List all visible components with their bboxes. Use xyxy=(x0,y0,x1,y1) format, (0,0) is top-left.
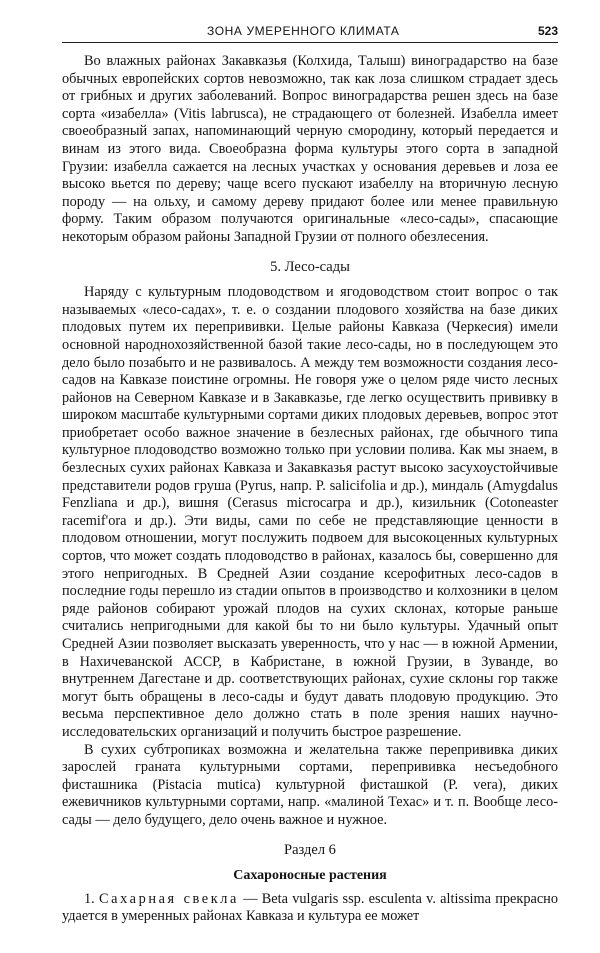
page-number: 523 xyxy=(537,24,558,38)
sugar-beet-text: — Beta vulgaris ssp. esculenta v. altissima прекрасно удается в умеренных районах Кавказа и культура ее может xyxy=(62,890,558,925)
document-page xyxy=(62,20,558,926)
subject-heading-sugar-plants: Сахароносные растения xyxy=(233,868,387,884)
paragraph-dry-subtropics: В сухих субтропиках возможна и желательна также перепрививка диких зарослей граната культурными сортами, перепрививка несъедобного фисташника (Pistacia mutica) культурной фисташкой (P. vera), диких ежевичников культурными сортами, напр. «малиной Техас» и т. п. Вообще лесо-сады — дело будущего, дело очень важное и нужное. xyxy=(62,741,558,828)
paragraph-sugar-beet xyxy=(62,891,558,926)
part-heading: Раздел 6 xyxy=(284,841,336,858)
running-title: ЗОНА УМЕРЕННОГО КЛИМАТА xyxy=(207,24,400,38)
item-number: 1. xyxy=(84,890,95,907)
section-heading-forest-gardens: 5. Лесо-сады xyxy=(270,258,350,275)
paragraph-forest-gardens: Наряду с культурным плодоводством и ягодоводством стоит вопрос о так называемых «лесо-садах», т. е. о создании плодового хозяйства на базе диких плодовых путем их перепрививки. Целые районы Кавказа (Черкесия) имели основной народнохозяйственной базой такие лесо-сады, но в последующем это дело было позабыто и не развивалось. А между тем возможности создания лесо-садов на Кавказе поистине огромны. Не говоря уже о целом ряде чисто лесных районов на Северном Кавказе и в Закавказье, где легко осуществить прививку в широком масштабе культурными сортами диких плодовых деревьев, вопрос этот приобретает особо важное значение в безлесных районах, где обычного типа культурное плодоводство возможно только при условии полива. Как мы знаем, в безлесных сухих районах Кавказа и Закавказья растут высоко засухоустойчивые представители родов груша (Pyrus, напр. P. salicifolia и др.), миндаль (Amygdalus Fenzliana и др.), вишня (Cerasus microcarpa и др.), кизильник (Cotoneaster racemif'ora и др.). Эти виды, сами по себе не представляющие ценности в плодовом отношении, могут послужить подвоем для высокоценных культурных сортов, что может создать плодоводство в районах, казалось бы, совершенно для этого непригодных. В Средней Азии создание ксерофитных лесо-садов в последние годы перешло из стадии опытов в производство и колхозники в целом ряде районов собирают урожай плодов на сухих склонах, которые раньше считались непригодными для какой бы то ни было культуры. Удачный опыт Средней Азии позволяет высказать уверенность, что у нас — в южной Армении, в Нахичеванской АССР, в Кабристане, в южной Грузии, в Зуванде, во внутреннем Дагестане и др. соответствующих районах, сухие склоны гор также могут быть обращены в лесо-сады и будут давать плодовую продукцию. Это весьма перспективное дело должно стать в поле зрения наших научно-исследовательских организаций и получить быстрое разрешение. xyxy=(62,284,558,740)
body-text xyxy=(62,53,558,926)
running-header xyxy=(62,20,558,43)
term-sugar-beet: Сахарная свекла xyxy=(99,890,239,907)
paragraph-isabella: Во влажных районах Закавказья (Колхида, Талыш) виноградарство на базе обычных европейских сортов невозможно, так как лоза слишком страдает здесь от грибных и других заболеваний. Вопрос виноградарства решен здесь на базе сорта «изабелла» (Vitis labrusca), не страдающего от болезней. Изабелла имеет своеобразный запах, напоминающий черную смородину, который передается и винам из этого вида. Своеобразна форма культуры этого сорта в западной Грузии: изабелла сажается на лесных участках у основания деревьев и лоза ее высоко вьется по дереву; чаще всего пускают изабеллу на вторичную лесную породу — на ольху, и самому дереву придают более или менее правильную форму. Таким образом получаются оригинальные «лесо-сады», спасающие некоторым образом районы Западной Грузии от полного обезлесения. xyxy=(62,53,558,245)
